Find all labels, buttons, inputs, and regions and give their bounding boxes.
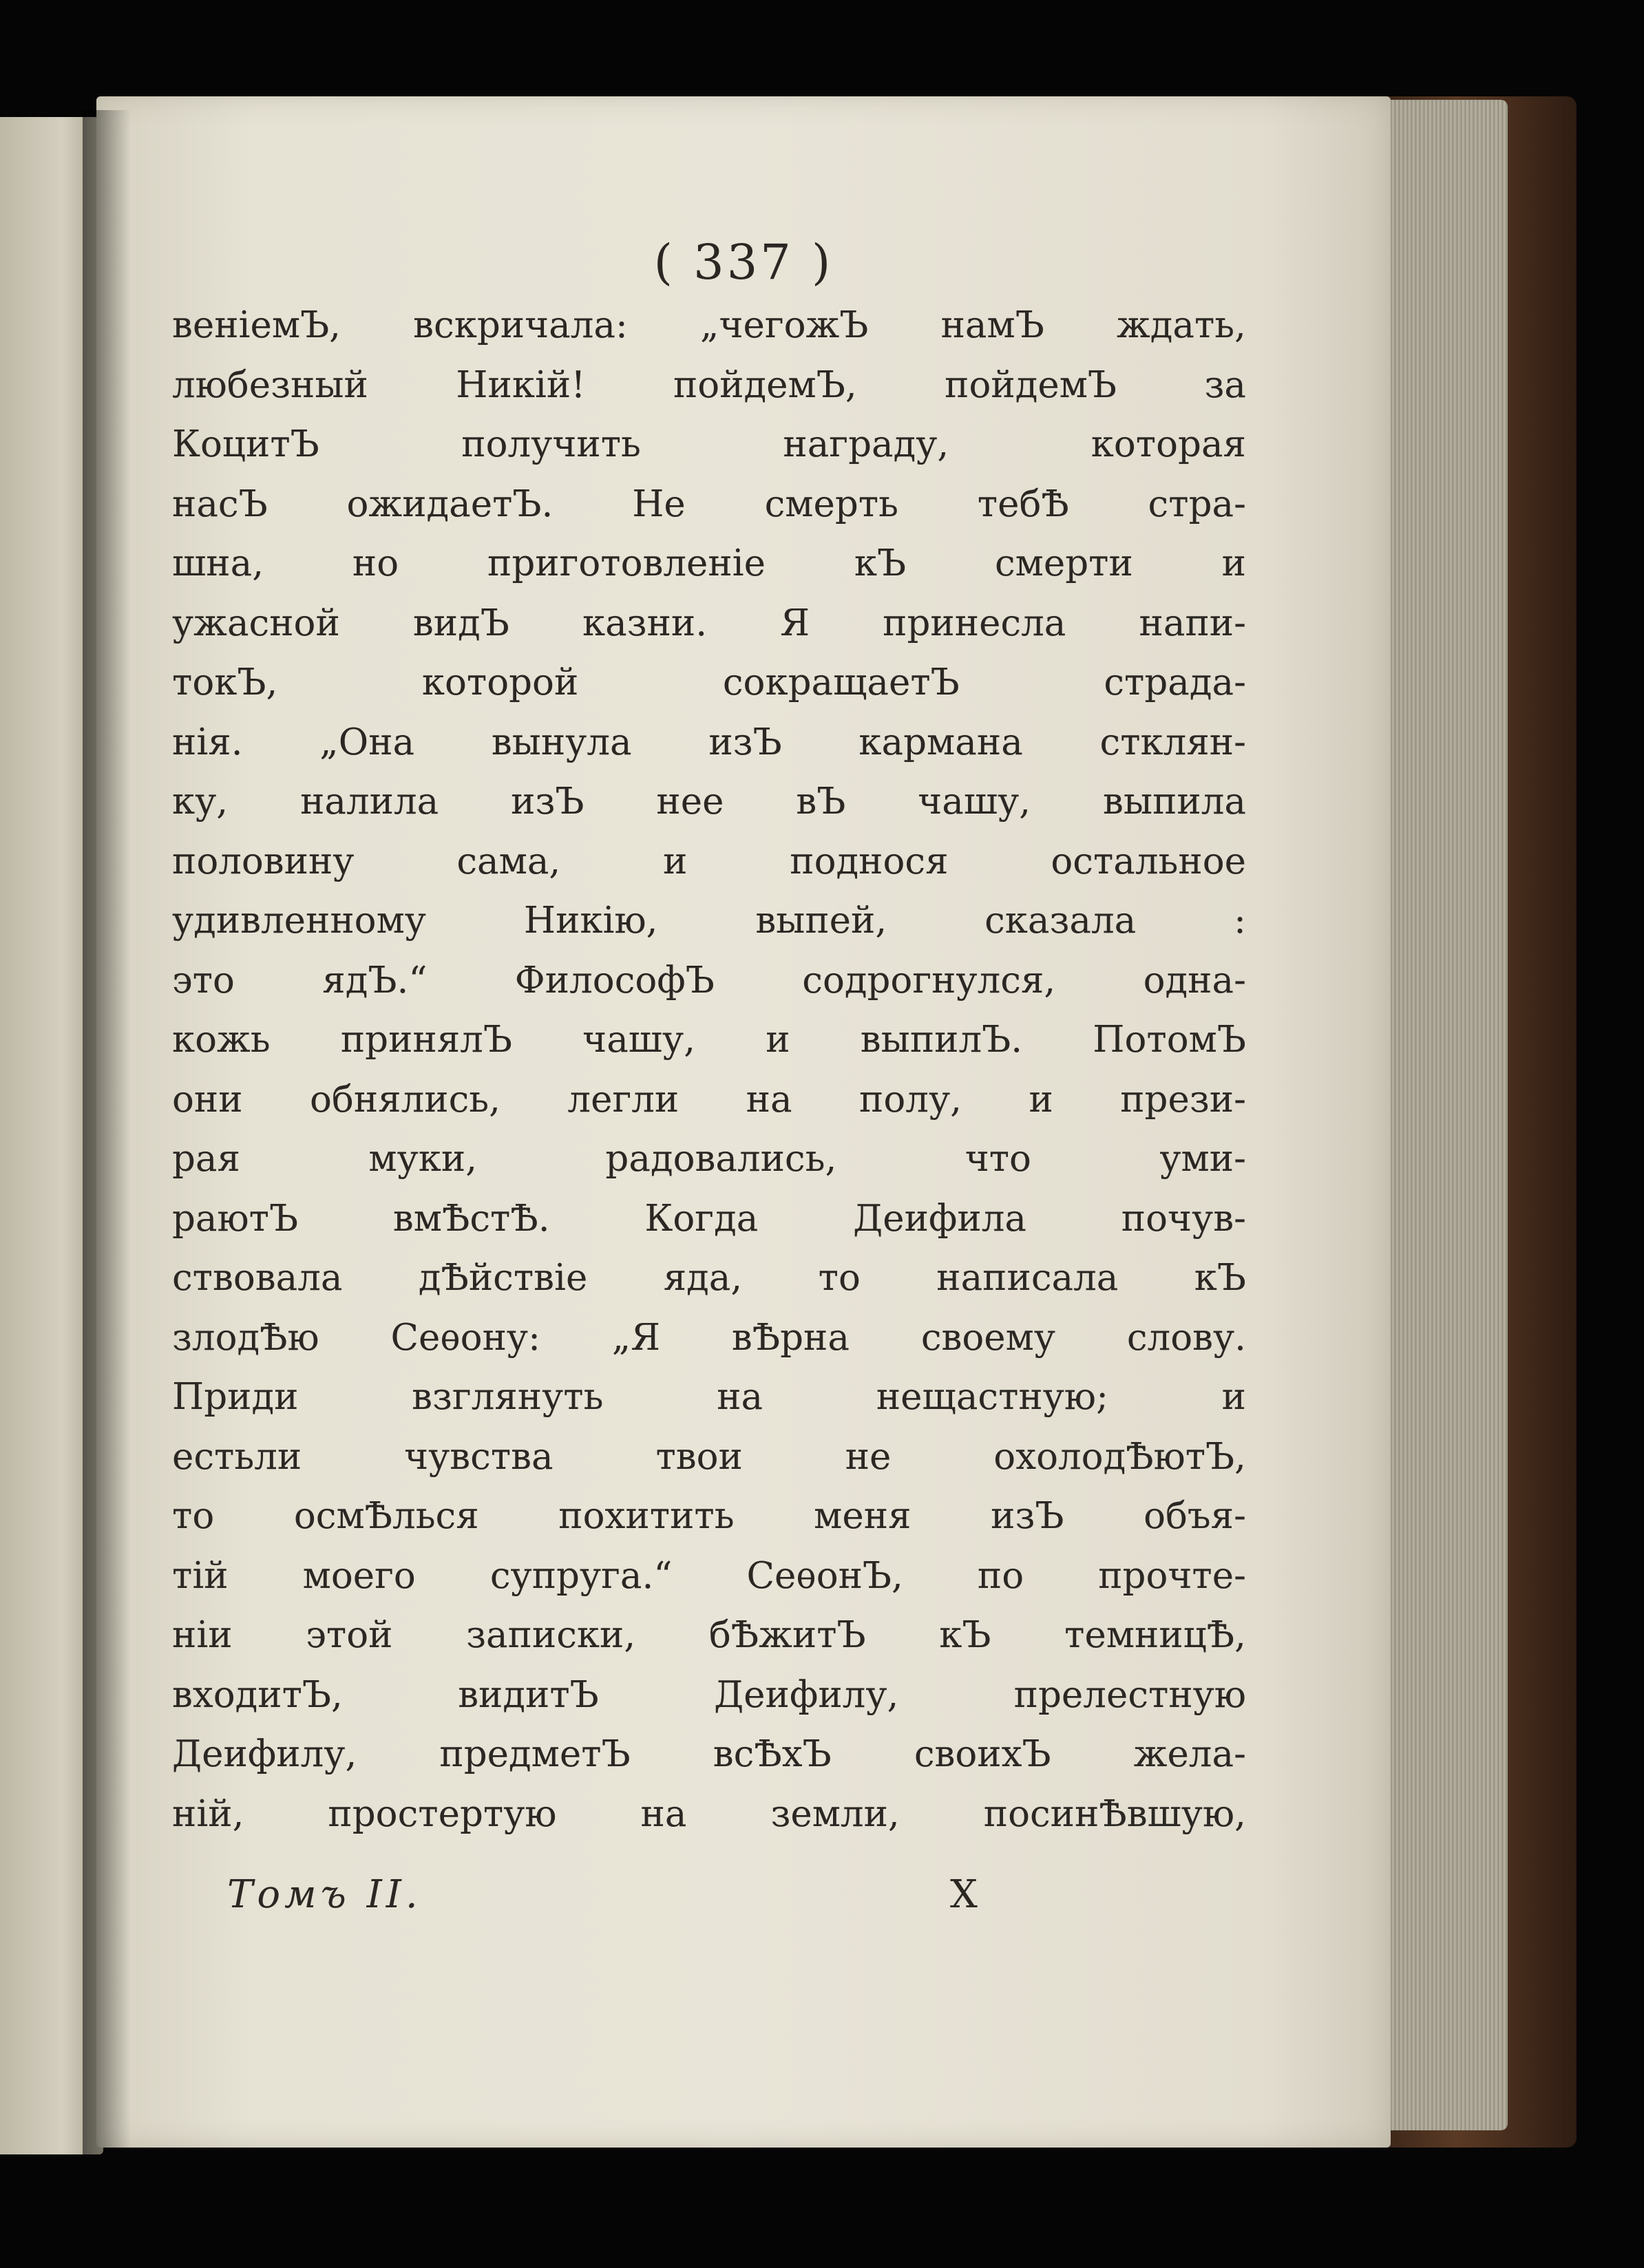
text-line: ку, налила изЪ нее вЪ чашу, выпила xyxy=(172,781,1246,823)
page-footer xyxy=(227,1872,1191,1934)
text-line: ужасной видЪ казни. Я принесла напи- xyxy=(172,602,1246,644)
book-page xyxy=(96,96,1391,2148)
text-line: ствовала дѢйствіе яда, то написала кЪ xyxy=(172,1257,1246,1299)
gutter-shadow xyxy=(83,110,131,2154)
text-line: насЪ ожидаетЪ. Не смерть тебѢ стра- xyxy=(172,483,1246,525)
text-line: Приди взглянуть на нещастную; и xyxy=(172,1376,1246,1418)
text-line: Деифилу, предметЪ всѢхЪ своихЪ жела- xyxy=(172,1733,1246,1775)
page-number: ( 337 ) xyxy=(653,234,834,290)
text-line: входитЪ, видитЪ Деифилу, прелестную xyxy=(172,1673,1246,1716)
body-text xyxy=(172,296,1246,1844)
text-line: шна, но приготовленіе кЪ смерти и xyxy=(172,542,1246,584)
text-line: рая муки, радовались, что уми- xyxy=(172,1138,1246,1180)
text-line: половину сама, и поднося остальное xyxy=(172,840,1246,882)
text-line: тій моего супруга.“ СеѳонЪ, по прочте- xyxy=(172,1554,1246,1597)
text-line: это ядЪ.“ ФилософЪ содрогнулся, одна- xyxy=(172,959,1246,1001)
page-stack-edge xyxy=(1370,100,1508,2130)
text-line: КоцитЪ получить награду, которая xyxy=(172,423,1246,465)
volume-signature: Томъ II. xyxy=(227,1872,422,1917)
text-line: естьли чувства твои не охолодѢютЪ, xyxy=(172,1435,1246,1478)
text-line: ніи этой записки, бѢжитЪ кЪ темницѢ, xyxy=(172,1614,1246,1656)
text-line: веніемЪ, вскричала: „чегожЪ намЪ ждать, xyxy=(172,304,1246,346)
text-line: они обнялись, легли на полу, и прези- xyxy=(172,1078,1246,1121)
text-line: то осмѢлься похитить меня изЪ объя- xyxy=(172,1495,1246,1537)
sheet-mark: X xyxy=(950,1872,978,1917)
text-line: кожь принялЪ чашу, и выпилЪ. ПотомЪ xyxy=(172,1019,1246,1061)
text-line: ній, простертую на земли, посинѢвшую, xyxy=(172,1792,1246,1835)
text-line: токЪ, которой сокращаетЪ страда- xyxy=(172,661,1246,703)
text-line: удивленному Никію, выпей, сказала : xyxy=(172,900,1246,942)
text-line: злодѢю Сеѳону: „Я вѢрна своему слову. xyxy=(172,1316,1246,1359)
text-line: раютЪ вмѢстѢ. Когда Деифила почув- xyxy=(172,1197,1246,1240)
text-line: любезный Никій! пойдемЪ, пойдемЪ за xyxy=(172,363,1246,406)
text-line: нія. „Она вынула изЪ кармана стклян- xyxy=(172,721,1246,763)
